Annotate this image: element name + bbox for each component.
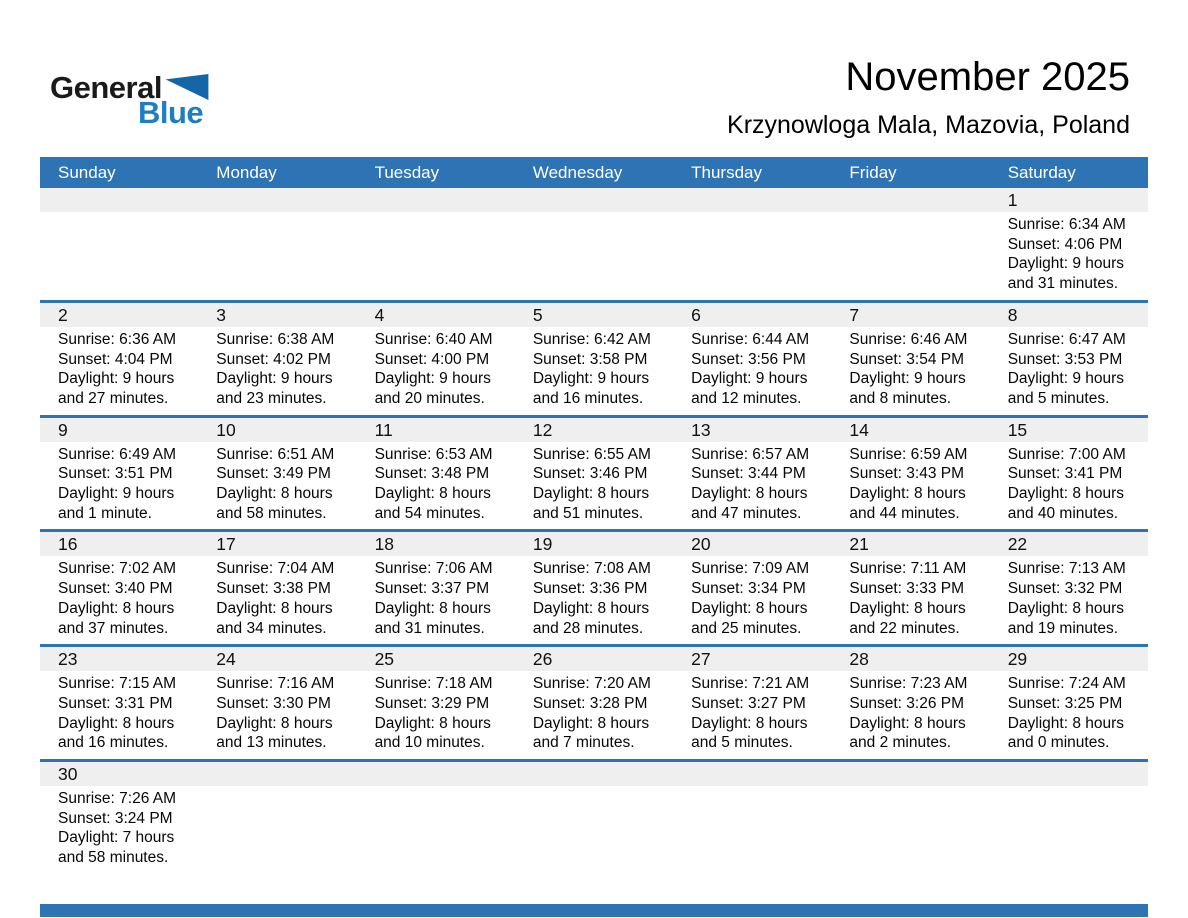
sunrise-line: Sunrise: 6:47 AM: [1007, 330, 1126, 348]
daylight-line-1: Daylight: 8 hours: [691, 485, 808, 503]
sunrise-line: Sunrise: 6:51 AM: [216, 445, 335, 463]
day-cell-6: [673, 303, 831, 415]
day-details: [673, 212, 831, 221]
day-details: [990, 671, 1148, 759]
sunset-line: Sunset: 3:37 PM: [374, 580, 490, 598]
sunset-line: Sunset: 3:46 PM: [532, 465, 648, 483]
day-number: 22: [990, 532, 1148, 556]
sunset-line: Sunset: 3:24 PM: [58, 809, 173, 827]
empty-day-cell: [673, 188, 831, 300]
day-cell-7: [831, 303, 989, 415]
day-details: [990, 442, 1148, 530]
day-number: 15: [990, 418, 1148, 442]
daylight-line-2: and 20 minutes.: [374, 389, 485, 407]
logo-text-general: General: [50, 70, 162, 105]
day-details: [357, 671, 515, 759]
day-cell-15: [990, 418, 1148, 530]
daylight-line-2: and 8 minutes.: [849, 389, 952, 407]
sunrise-line: Sunrise: 6:55 AM: [532, 445, 651, 463]
daylight-line-2: and 27 minutes.: [58, 389, 169, 407]
week-row-1: [40, 188, 1148, 303]
weekday-header-row: [40, 157, 1148, 188]
day-number: 9: [40, 418, 198, 442]
day-number: [831, 188, 989, 212]
day-number: 16: [40, 532, 198, 556]
day-number: [198, 188, 356, 212]
day-cell-18: [357, 532, 515, 644]
sunrise-line: Sunrise: 7:06 AM: [374, 560, 493, 578]
day-number: 21: [831, 532, 989, 556]
daylight-line-1: Daylight: 8 hours: [1007, 714, 1125, 732]
sunrise-line: Sunrise: 6:40 AM: [374, 330, 493, 348]
weekday-header-thursday: Thursday: [691, 162, 763, 182]
day-number: [515, 188, 673, 212]
sunrise-line: Sunrise: 7:13 AM: [1007, 560, 1126, 578]
sunrise-line: Sunrise: 7:23 AM: [849, 675, 968, 693]
daylight-line-1: Daylight: 8 hours: [216, 714, 333, 732]
sunrise-line: Sunrise: 7:04 AM: [216, 560, 335, 578]
day-details: [357, 556, 515, 644]
day-details: [831, 327, 989, 415]
daylight-line-1: Daylight: 8 hours: [58, 714, 175, 732]
daylight-line-2: and 12 minutes.: [691, 389, 802, 407]
footer-bar: [40, 904, 1148, 917]
day-number: 17: [198, 532, 356, 556]
sunset-line: Sunset: 3:56 PM: [691, 350, 806, 368]
sunset-line: Sunset: 3:33 PM: [849, 580, 965, 598]
sunrise-line: Sunrise: 6:42 AM: [532, 330, 651, 348]
day-cell-11: [357, 418, 515, 530]
daylight-line-2: and 22 minutes.: [849, 619, 960, 637]
day-details: [515, 786, 673, 795]
sunset-line: Sunset: 3:48 PM: [374, 465, 490, 483]
sunrise-line: Sunrise: 7:16 AM: [216, 675, 335, 693]
day-cell-3: [198, 303, 356, 415]
day-number: 2: [40, 303, 198, 327]
weekday-header-friday: Friday: [849, 162, 897, 182]
daylight-line-2: and 5 minutes.: [691, 734, 793, 752]
daylight-line-1: Daylight: 9 hours: [1007, 255, 1125, 273]
day-details: [990, 786, 1148, 795]
empty-day-cell: [357, 762, 515, 874]
empty-day-cell: [198, 188, 356, 300]
day-details: [357, 327, 515, 415]
daylight-line-1: Daylight: 8 hours: [691, 714, 808, 732]
day-details: [198, 671, 356, 759]
day-cell-16: [40, 532, 198, 644]
daylight-line-1: Daylight: 8 hours: [216, 599, 333, 617]
empty-day-cell: [515, 762, 673, 874]
weekday-header-tuesday: Tuesday: [374, 162, 440, 182]
sunrise-line: Sunrise: 7:15 AM: [58, 675, 177, 693]
day-cell-24: [198, 647, 356, 759]
week-row-4: [40, 532, 1148, 647]
day-number: 12: [515, 418, 673, 442]
day-details: [515, 671, 673, 759]
day-number: 3: [198, 303, 356, 327]
sunrise-line: Sunrise: 6:44 AM: [691, 330, 810, 348]
location-subtitle: Krzynowloga Mala, Mazovia, Poland: [727, 111, 1130, 139]
sunrise-line: Sunrise: 6:36 AM: [58, 330, 177, 348]
day-number: 29: [990, 647, 1148, 671]
sunrise-line: Sunrise: 7:20 AM: [532, 675, 651, 693]
day-details: [357, 442, 515, 530]
weekday-header-monday: Monday: [216, 162, 277, 182]
sunset-line: Sunset: 3:51 PM: [58, 465, 173, 483]
page-title: November 2025: [845, 55, 1130, 99]
day-details: [515, 556, 673, 644]
day-details: [831, 671, 989, 759]
sunrise-line: Sunrise: 6:38 AM: [216, 330, 335, 348]
sunset-line: Sunset: 3:38 PM: [216, 580, 331, 598]
sunset-line: Sunset: 3:34 PM: [691, 580, 806, 598]
daylight-line-1: Daylight: 8 hours: [374, 714, 491, 732]
calendar-body: [40, 188, 1148, 874]
day-cell-5: [515, 303, 673, 415]
day-details: [515, 442, 673, 530]
daylight-line-2: and 31 minutes.: [374, 619, 485, 637]
day-cell-9: [40, 418, 198, 530]
day-details: [831, 556, 989, 644]
day-number: 6: [673, 303, 831, 327]
daylight-line-2: and 16 minutes.: [58, 734, 169, 752]
daylight-line-1: Daylight: 7 hours: [58, 829, 175, 847]
week-row-3: [40, 418, 1148, 533]
sunset-line: Sunset: 3:25 PM: [1007, 694, 1123, 712]
daylight-line-1: Daylight: 8 hours: [849, 485, 966, 503]
week-row-2: [40, 303, 1148, 418]
daylight-line-1: Daylight: 8 hours: [849, 714, 966, 732]
weekday-header-sunday: Sunday: [58, 162, 116, 182]
daylight-line-2: and 0 minutes.: [1007, 734, 1110, 752]
daylight-line-2: and 16 minutes.: [532, 389, 644, 407]
day-number: [990, 762, 1148, 786]
daylight-line-1: Daylight: 9 hours: [58, 370, 175, 388]
daylight-line-1: Daylight: 9 hours: [216, 370, 333, 388]
day-details: [515, 212, 673, 221]
weekday-header-saturday: Saturday: [1007, 162, 1076, 182]
daylight-line-2: and 37 minutes.: [58, 619, 169, 637]
empty-day-cell: [990, 762, 1148, 874]
sunset-line: Sunset: 3:29 PM: [374, 694, 490, 712]
empty-day-cell: [515, 188, 673, 300]
day-details: [673, 556, 831, 644]
empty-day-cell: [831, 188, 989, 300]
title-block: [727, 55, 1130, 140]
day-details: [831, 442, 989, 530]
day-details: [831, 786, 989, 795]
daylight-line-1: Daylight: 8 hours: [532, 599, 650, 617]
sunset-line: Sunset: 4:06 PM: [1007, 235, 1123, 253]
day-details: [40, 442, 198, 530]
day-cell-14: [831, 418, 989, 530]
sunset-line: Sunset: 3:30 PM: [216, 694, 331, 712]
day-cell-22: [990, 532, 1148, 644]
daylight-line-1: Daylight: 8 hours: [1007, 485, 1125, 503]
day-number: [198, 762, 356, 786]
day-number: 14: [831, 418, 989, 442]
sunset-line: Sunset: 3:26 PM: [849, 694, 965, 712]
daylight-line-2: and 23 minutes.: [216, 389, 327, 407]
daylight-line-1: Daylight: 9 hours: [849, 370, 966, 388]
day-number: 19: [515, 532, 673, 556]
day-details: [198, 212, 356, 221]
week-row-6: [40, 762, 1148, 874]
day-details: [831, 212, 989, 221]
daylight-line-2: and 25 minutes.: [691, 619, 802, 637]
day-number: 18: [357, 532, 515, 556]
week-row-5: [40, 647, 1148, 762]
empty-day-cell: [198, 762, 356, 874]
sunrise-line: Sunrise: 7:26 AM: [58, 790, 177, 808]
sunset-line: Sunset: 3:27 PM: [691, 694, 806, 712]
day-details: [990, 212, 1148, 300]
day-cell-21: [831, 532, 989, 644]
daylight-line-2: and 10 minutes.: [374, 734, 485, 752]
day-details: [40, 556, 198, 644]
day-details: [40, 212, 198, 221]
sunrise-line: Sunrise: 6:49 AM: [58, 445, 177, 463]
sunset-line: Sunset: 3:31 PM: [58, 694, 173, 712]
sunset-line: Sunset: 3:58 PM: [532, 350, 648, 368]
sunrise-line: Sunrise: 7:21 AM: [691, 675, 810, 693]
day-details: [673, 671, 831, 759]
day-details: [198, 327, 356, 415]
daylight-line-2: and 34 minutes.: [216, 619, 327, 637]
day-cell-25: [357, 647, 515, 759]
daylight-line-1: Daylight: 8 hours: [374, 599, 491, 617]
sunrise-line: Sunrise: 7:00 AM: [1007, 445, 1126, 463]
daylight-line-2: and 1 minute.: [58, 504, 152, 522]
daylight-line-1: Daylight: 8 hours: [1007, 599, 1125, 617]
sunset-line: Sunset: 3:32 PM: [1007, 580, 1123, 598]
sunrise-line: Sunrise: 7:18 AM: [374, 675, 493, 693]
sunset-line: Sunset: 4:02 PM: [216, 350, 331, 368]
day-number: [515, 762, 673, 786]
day-details: [990, 327, 1148, 415]
sunrise-line: Sunrise: 6:59 AM: [849, 445, 968, 463]
weekday-header-wednesday: Wednesday: [532, 162, 623, 182]
daylight-line-2: and 19 minutes.: [1007, 619, 1118, 637]
day-number: 23: [40, 647, 198, 671]
sunrise-line: Sunrise: 6:57 AM: [691, 445, 810, 463]
daylight-line-2: and 40 minutes.: [1007, 504, 1118, 522]
sunset-line: Sunset: 3:28 PM: [532, 694, 648, 712]
day-number: 28: [831, 647, 989, 671]
day-cell-2: [40, 303, 198, 415]
day-number: 5: [515, 303, 673, 327]
daylight-line-2: and 28 minutes.: [532, 619, 644, 637]
sunset-line: Sunset: 3:41 PM: [1007, 465, 1123, 483]
daylight-line-1: Daylight: 8 hours: [216, 485, 333, 503]
sunrise-line: Sunrise: 6:46 AM: [849, 330, 968, 348]
daylight-line-1: Daylight: 8 hours: [532, 485, 650, 503]
calendar: [40, 157, 1148, 874]
daylight-line-2: and 7 minutes.: [532, 734, 635, 752]
day-number: 27: [673, 647, 831, 671]
day-cell-8: [990, 303, 1148, 415]
day-number: 4: [357, 303, 515, 327]
general-blue-logo: [50, 72, 209, 128]
day-cell-20: [673, 532, 831, 644]
day-details: [40, 327, 198, 415]
logo-text-blue: Blue: [138, 95, 204, 130]
empty-day-cell: [40, 188, 198, 300]
day-cell-4: [357, 303, 515, 415]
daylight-line-2: and 54 minutes.: [374, 504, 485, 522]
day-number: [40, 188, 198, 212]
daylight-line-1: Daylight: 8 hours: [532, 714, 650, 732]
daylight-line-2: and 58 minutes.: [58, 849, 169, 867]
sunset-line: Sunset: 3:36 PM: [532, 580, 648, 598]
sunrise-line: Sunrise: 7:08 AM: [532, 560, 651, 578]
empty-day-cell: [357, 188, 515, 300]
day-details: [673, 786, 831, 795]
day-number: [357, 762, 515, 786]
sunset-line: Sunset: 3:43 PM: [849, 465, 965, 483]
day-cell-12: [515, 418, 673, 530]
day-number: [357, 188, 515, 212]
day-cell-13: [673, 418, 831, 530]
sunrise-line: Sunrise: 7:11 AM: [849, 560, 967, 578]
day-number: 1: [990, 188, 1148, 212]
daylight-line-1: Daylight: 8 hours: [374, 485, 491, 503]
day-cell-23: [40, 647, 198, 759]
sunrise-line: Sunrise: 7:02 AM: [58, 560, 177, 578]
daylight-line-1: Daylight: 8 hours: [849, 599, 966, 617]
daylight-line-1: Daylight: 9 hours: [58, 485, 175, 503]
daylight-line-2: and 44 minutes.: [849, 504, 960, 522]
day-details: [990, 556, 1148, 644]
sunset-line: Sunset: 3:54 PM: [849, 350, 965, 368]
daylight-line-1: Daylight: 9 hours: [691, 370, 808, 388]
day-number: 26: [515, 647, 673, 671]
day-cell-29: [990, 647, 1148, 759]
day-number: 7: [831, 303, 989, 327]
day-details: [673, 327, 831, 415]
daylight-line-2: and 51 minutes.: [532, 504, 644, 522]
day-details: [515, 327, 673, 415]
day-number: 11: [357, 418, 515, 442]
sunrise-line: Sunrise: 6:53 AM: [374, 445, 493, 463]
day-cell-10: [198, 418, 356, 530]
daylight-line-1: Daylight: 9 hours: [1007, 370, 1125, 388]
sunset-line: Sunset: 3:53 PM: [1007, 350, 1123, 368]
day-details: [40, 786, 198, 874]
day-details: [357, 786, 515, 795]
daylight-line-1: Daylight: 9 hours: [532, 370, 650, 388]
sunrise-line: Sunrise: 6:34 AM: [1007, 216, 1126, 233]
daylight-line-1: Daylight: 8 hours: [58, 599, 175, 617]
daylight-line-2: and 5 minutes.: [1007, 389, 1110, 407]
sunset-line: Sunset: 4:00 PM: [374, 350, 490, 368]
sunset-line: Sunset: 3:44 PM: [691, 465, 806, 483]
sunset-line: Sunset: 3:40 PM: [58, 580, 173, 598]
day-cell-19: [515, 532, 673, 644]
day-cell-17: [198, 532, 356, 644]
day-number: [673, 188, 831, 212]
sunset-line: Sunset: 3:49 PM: [216, 465, 331, 483]
day-number: [673, 762, 831, 786]
day-details: [198, 556, 356, 644]
daylight-line-1: Daylight: 9 hours: [374, 370, 491, 388]
day-number: 25: [357, 647, 515, 671]
day-number: 24: [198, 647, 356, 671]
daylight-line-2: and 58 minutes.: [216, 504, 327, 522]
day-details: [40, 671, 198, 759]
day-number: 30: [40, 762, 198, 786]
day-details: [198, 442, 356, 530]
daylight-line-2: and 31 minutes.: [1007, 275, 1118, 293]
day-details: [357, 212, 515, 221]
daylight-line-2: and 47 minutes.: [691, 504, 802, 522]
day-number: 8: [990, 303, 1148, 327]
empty-day-cell: [831, 762, 989, 874]
day-number: [831, 762, 989, 786]
daylight-line-1: Daylight: 8 hours: [691, 599, 808, 617]
day-number: 13: [673, 418, 831, 442]
day-details: [673, 442, 831, 530]
day-cell-30: [40, 762, 198, 874]
empty-day-cell: [673, 762, 831, 874]
day-cell-27: [673, 647, 831, 759]
day-number: 10: [198, 418, 356, 442]
daylight-line-2: and 2 minutes.: [849, 734, 952, 752]
day-cell-28: [831, 647, 989, 759]
day-details: [198, 786, 356, 795]
day-cell-1: [990, 188, 1148, 300]
day-number: 20: [673, 532, 831, 556]
sunrise-line: Sunrise: 7:09 AM: [691, 560, 810, 578]
sunset-line: Sunset: 4:04 PM: [58, 350, 173, 368]
daylight-line-2: and 13 minutes.: [216, 734, 327, 752]
sunrise-line: Sunrise: 7:24 AM: [1007, 675, 1126, 693]
day-cell-26: [515, 647, 673, 759]
